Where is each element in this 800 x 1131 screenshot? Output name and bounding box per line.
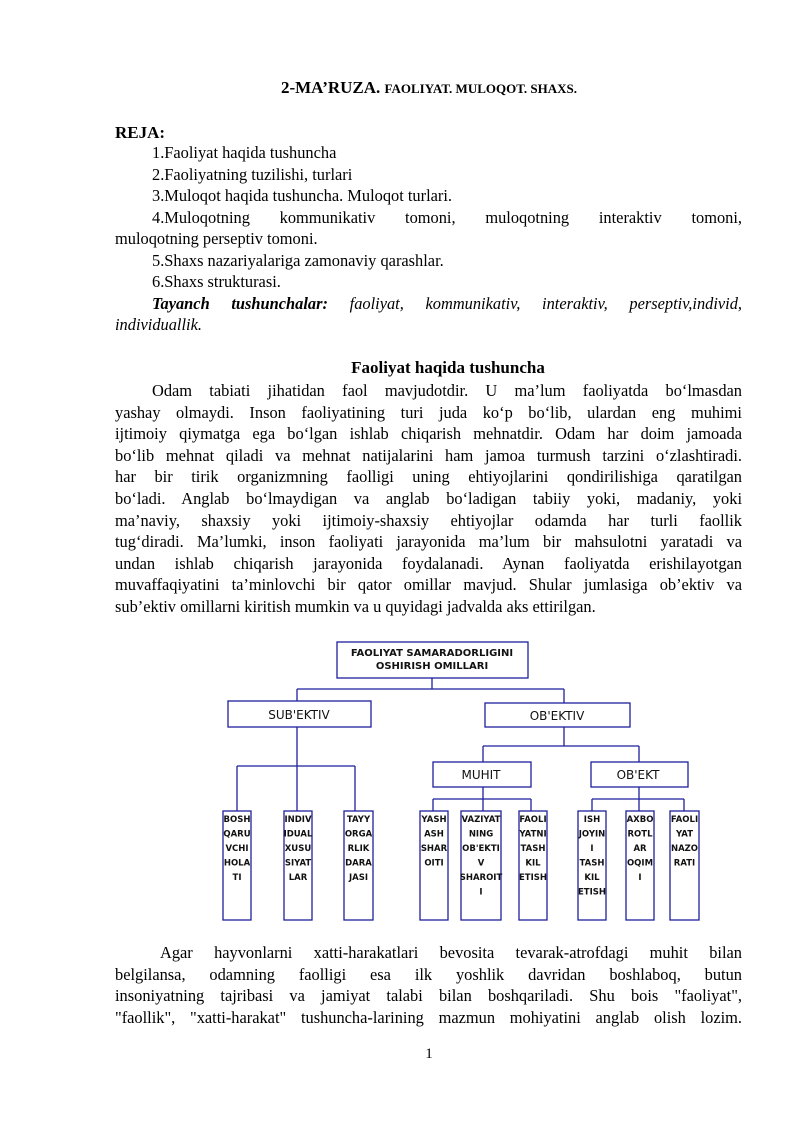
paragraph-line: yashay olmaydi. Inson faoliyatining turi juda ko‘p bo‘lib, ulardan eng muhimi xyxy=(115,402,742,422)
leaf-label-line: KIL xyxy=(584,873,600,883)
paragraph-line: har bir tirik organizmning faolligi uning ehtiyojlarini qondirilishiga qaratilgan xyxy=(115,467,742,487)
paragraph-line: ijtimoiy qiymatga ega bo‘lgan ishlab chiqarish mehnatdir. Odam har doim jamoada xyxy=(115,424,742,444)
paragraph-2 xyxy=(115,942,742,1028)
paragraph-line: belgilansa, odamning faolligi esa ilk yoshlik davridan boshlaboq, butun xyxy=(115,964,742,984)
object-label: OB'EKT xyxy=(616,768,660,782)
leaf-label-line: TAYY xyxy=(346,815,371,825)
leaf-label-line: V xyxy=(477,858,485,869)
leaf-label-line: XUSU xyxy=(284,844,312,854)
leaf-label-line: DARA xyxy=(345,858,372,869)
leaf-label-line: I xyxy=(479,887,483,898)
paragraph-line: muvaffaqiyatini ta’minlovchi bir qator omillar mavjud. Shular jumlasiga ob’ektiv va xyxy=(115,575,742,595)
leaf-label-line: AR xyxy=(633,844,647,854)
key-terms-list: faoliyat, kommunikativ, interaktiv, perseptiv,individ, xyxy=(349,294,743,313)
leaf-label-line: VCHI xyxy=(225,844,249,854)
leaf-label-line: NAZO xyxy=(670,844,699,854)
leaf-label-line: ROTL xyxy=(627,829,653,840)
section-heading: Faoliyat haqida tushuncha xyxy=(351,358,545,377)
title-main: 2-MA’RUZA. xyxy=(280,78,381,97)
leaf-label-line: RATI xyxy=(673,858,696,869)
paragraph-line: tug‘diradi. Ma’lumki, inson faoliyati jarayonida ma’lum bir mahsulotni yaratadi va xyxy=(115,532,742,552)
paragraph-line: ma’naviy, shaxsiy yoki ijtimoiy-shaxsiy ehtiyojlar odamda har turli faollik xyxy=(115,510,742,530)
root-label-line: FAOLIYAT SAMARADORLIGINI xyxy=(350,648,514,659)
leaf-label-line: YATNI xyxy=(519,829,547,840)
leaf-label-line: OB'EKTI xyxy=(462,844,500,854)
root-label-line: OSHIRISH OMILLARI xyxy=(375,661,489,672)
leaf-label-line: NING xyxy=(468,829,494,840)
leaf-label-line: KIL xyxy=(525,858,541,869)
leaf-label-line: TASH xyxy=(520,844,546,854)
page-number: 1 xyxy=(425,1046,433,1062)
objective-label: OB'EKTIV xyxy=(529,709,585,723)
paragraph-line: sub’ektiv omillarni kiritish mumkin va u quyidagi jadvalda aks ettirilgan. xyxy=(115,596,596,616)
leaf-label-line: FAOLI xyxy=(670,815,699,825)
leaf-label-line: OQIM xyxy=(626,858,654,869)
key-terms-continuation: individuallik. xyxy=(115,315,202,334)
leaf-label-line: ASH xyxy=(424,829,444,840)
paragraph-line: insoniyatning tajribasi va jamiyat talabi bilan boshqariladi. Shu bois "faoliyat", xyxy=(115,986,742,1006)
leaf-label-line: SHAR xyxy=(420,844,448,854)
leaf-label-line: BOSH xyxy=(223,815,251,825)
diagram-connectors xyxy=(237,678,684,811)
subjective-label: SUB'EKTIV xyxy=(268,708,330,722)
leaf-label-line: YASH xyxy=(421,815,447,825)
leaf-label-line: HOLA xyxy=(223,858,251,869)
paragraph-line: undan ishlab chiqarish jarayonida foydalanadi. Aynan faoliyatda erishilayotgan xyxy=(115,553,742,573)
plan-item: 1.Faoliyat haqida tushuncha xyxy=(152,143,337,162)
leaf-label-line: ORGA xyxy=(344,829,373,840)
plan-heading: REJA: xyxy=(115,123,166,142)
leaf-label-line: I xyxy=(590,844,594,854)
plan-item: 4.Muloqotning kommunikativ tomoni, muloqotning interaktiv tomoni, xyxy=(152,208,742,227)
paragraph-line: Agar hayvonlarni xatti-harakatlari bevosita tevarak-atrofdagi muhit bilan xyxy=(160,943,742,962)
leaf-label-line: INDIV xyxy=(284,815,312,825)
leaf-label-line: ISH xyxy=(583,815,601,825)
key-terms-label: Tayanch tushunchalar: xyxy=(152,294,328,313)
plan-item-continuation: muloqotning perseptiv tomoni. xyxy=(115,229,318,248)
leaf-label-line: JASI xyxy=(348,873,369,883)
leaf-label-line: SHAROIT xyxy=(459,873,503,883)
leaf-label-line: ETISH xyxy=(577,887,607,898)
leaf-label-line: OITI xyxy=(424,858,444,869)
leaf-label-line: LAR xyxy=(288,873,308,883)
leaf-label-line: QARU xyxy=(223,829,251,840)
leaf-label-line: ETISH xyxy=(518,873,548,883)
leaf-label-line: TASH xyxy=(579,858,605,869)
paragraph-line: "faollik", "xatti-harakat" tushuncha-larining mazmun mohiyatini anglab olish lozim. xyxy=(115,1007,742,1027)
leaf-label-line: YAT xyxy=(675,829,694,840)
leaf-label-line: I xyxy=(638,873,642,883)
title-rest: FAOLIYAT. MULOQOT. SHAXS. xyxy=(384,81,578,96)
leaf-label-line: FAOLI xyxy=(519,815,547,825)
leaf-label-line: IDUAL xyxy=(283,829,313,840)
leaf-label-line: VAZIYAT xyxy=(461,815,501,825)
leaf-label-line: SIYAT xyxy=(284,858,312,869)
leaf-label-line: AXBO xyxy=(626,815,654,825)
plan-item: 3.Muloqot haqida tushuncha. Muloqot turlari. xyxy=(152,186,453,205)
paragraph-line: bo‘ladi. Anglab bo‘lmaydigan va anglab bo‘ladigan tabiiy yoki, madaniy, yoki xyxy=(115,488,742,508)
leaf-label-line: RLIK xyxy=(347,844,370,854)
plan-item: 5.Shaxs nazariyalariga zamonaviy qarashlar. xyxy=(152,251,444,270)
leaf-label-line: JOYIN xyxy=(578,829,606,840)
paragraph-line: bo‘lib mehnat qiladi va mehnat natijalarini ham jamoa turmush tarzini o‘zlashtiradi. xyxy=(115,445,742,465)
plan-item: 6.Shaxs strukturasi. xyxy=(152,272,281,291)
environment-label: MUHIT xyxy=(461,768,501,782)
plan-item: 2.Faoliyatning tuzilishi, turlari xyxy=(152,165,353,184)
leaf-label-line: TI xyxy=(232,873,242,883)
paragraph-line: Odam tabiati jihatidan faol mavjudotdir. U ma’lum faoliyatda bo‘lmasdan xyxy=(152,381,742,400)
